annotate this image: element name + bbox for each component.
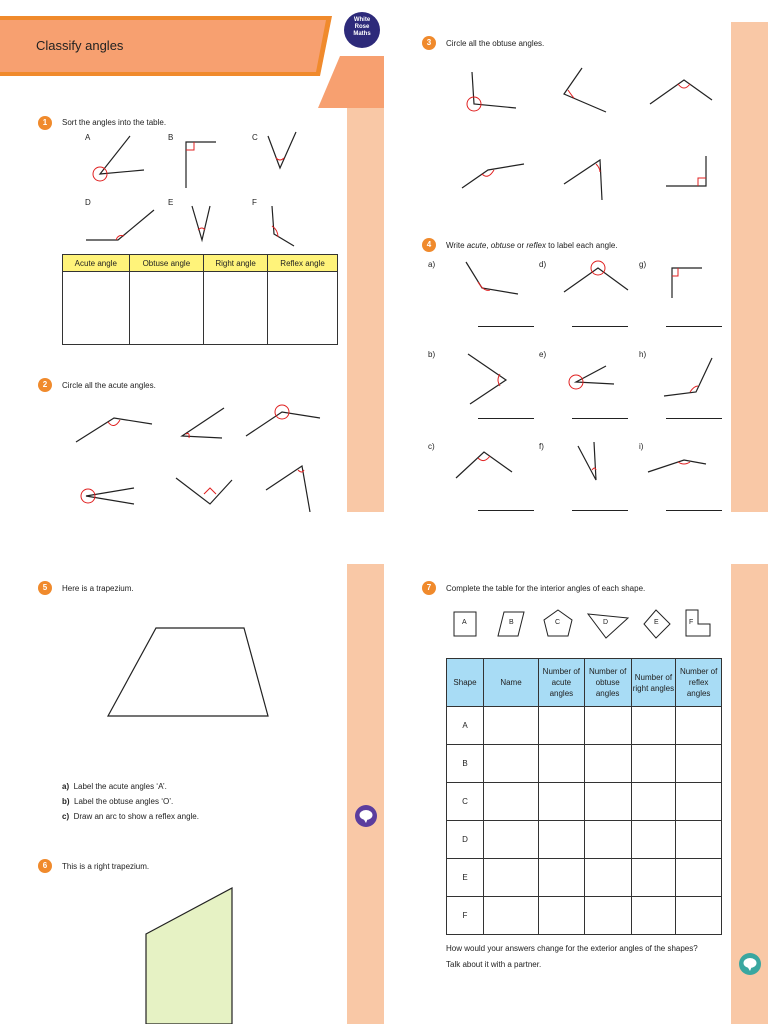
angle-label-f: F bbox=[252, 198, 257, 207]
angle-label-d: D bbox=[85, 198, 91, 207]
row-label: C bbox=[447, 783, 484, 821]
row-label: A bbox=[447, 707, 484, 745]
header-right: Right angle bbox=[204, 255, 268, 272]
answer-line-g[interactable] bbox=[666, 326, 722, 327]
answer-line-e[interactable] bbox=[572, 418, 628, 419]
row-label: F bbox=[447, 897, 484, 935]
answer-cell[interactable] bbox=[484, 821, 539, 859]
col-acute: Number of acute angles bbox=[539, 659, 585, 707]
answer-line-i[interactable] bbox=[666, 510, 722, 511]
question-number-3: 3 bbox=[422, 36, 436, 50]
answer-cell[interactable] bbox=[484, 859, 539, 897]
answer-cell[interactable] bbox=[539, 745, 585, 783]
q4-label-f: f) bbox=[539, 442, 544, 451]
table-row bbox=[447, 821, 722, 859]
answer-cell[interactable] bbox=[676, 745, 722, 783]
shape-label-d: D bbox=[603, 619, 609, 626]
table-row bbox=[447, 897, 722, 935]
answer-cell[interactable] bbox=[631, 783, 676, 821]
page-title: Classify angles bbox=[36, 38, 124, 53]
answer-line-f[interactable] bbox=[572, 510, 628, 511]
q4-text-after: to label each angle. bbox=[545, 241, 618, 250]
q4-sep-1: , bbox=[486, 241, 491, 250]
speech-bubble-icon[interactable] bbox=[354, 804, 378, 828]
table-row bbox=[447, 859, 722, 897]
answer-cell[interactable] bbox=[584, 897, 631, 935]
q5-part-b-label: b) bbox=[62, 797, 70, 806]
answer-cell[interactable] bbox=[676, 897, 722, 935]
question-number-7: 7 bbox=[422, 581, 436, 595]
question-1-text: Sort the angles into the table. bbox=[62, 118, 167, 127]
logo-word-2: Rose bbox=[354, 24, 370, 30]
answer-cell[interactable] bbox=[539, 783, 585, 821]
answer-cell[interactable] bbox=[539, 859, 585, 897]
question-2-text: Circle all the acute angles. bbox=[62, 381, 156, 390]
answer-cell[interactable] bbox=[631, 859, 676, 897]
answer-cell[interactable] bbox=[584, 859, 631, 897]
answer-cell[interactable] bbox=[631, 707, 676, 745]
q4-label-d: d) bbox=[539, 260, 547, 269]
question-number-5: 5 bbox=[38, 581, 52, 595]
answer-cell[interactable] bbox=[631, 897, 676, 935]
header-reflex: Reflex angle bbox=[268, 255, 338, 272]
answer-cell[interactable] bbox=[484, 745, 539, 783]
answer-cell[interactable] bbox=[676, 783, 722, 821]
header-acute: Acute angle bbox=[63, 255, 130, 272]
q2-angle-diagrams bbox=[0, 0, 384, 512]
angle-label-a: A bbox=[85, 133, 91, 142]
answer-cell[interactable] bbox=[539, 897, 585, 935]
answer-cell[interactable] bbox=[484, 897, 539, 935]
angle-label-b: B bbox=[168, 133, 174, 142]
answer-line-d[interactable] bbox=[572, 326, 628, 327]
answer-cell[interactable] bbox=[484, 707, 539, 745]
shape-label-b: B bbox=[509, 619, 514, 626]
answer-cell[interactable] bbox=[676, 707, 722, 745]
q4-word-acute: acute bbox=[466, 241, 487, 250]
table-row bbox=[447, 783, 722, 821]
col-name: Name bbox=[484, 659, 539, 707]
q5-part-a-text: Label the acute angles ‘A’. bbox=[73, 782, 167, 791]
header-obtuse: Obtuse angle bbox=[129, 255, 203, 272]
answer-cell[interactable] bbox=[484, 783, 539, 821]
worksheet-page-1 bbox=[0, 0, 384, 512]
question-number-2: 2 bbox=[38, 378, 52, 392]
q4-label-a: a) bbox=[428, 260, 436, 269]
q4-label-e: e) bbox=[539, 350, 547, 359]
table-row bbox=[447, 707, 722, 745]
col-shape: Shape bbox=[447, 659, 484, 707]
row-label: B bbox=[447, 745, 484, 783]
q7-footer-line-1: How would your answers change for the exterior angles of the shapes? bbox=[446, 944, 698, 953]
answer-cell[interactable] bbox=[539, 707, 585, 745]
shape-label-c: C bbox=[555, 619, 561, 626]
question-6-text: This is a right trapezium. bbox=[62, 862, 150, 871]
question-3-text: Circle all the obtuse angles. bbox=[446, 39, 545, 48]
worksheet-page-4 bbox=[384, 512, 768, 1024]
worksheet-page-3 bbox=[0, 512, 384, 1024]
q4-angle-diagrams bbox=[384, 0, 768, 512]
angle-label-c: C bbox=[252, 133, 258, 142]
q5-part-a-label: a) bbox=[62, 782, 70, 791]
angle-label-e: E bbox=[168, 198, 174, 207]
question-number-4: 4 bbox=[422, 238, 436, 252]
q4-word-reflex: reflex bbox=[526, 241, 546, 250]
q4-sep-2: or bbox=[514, 241, 527, 250]
logo-word-1: White bbox=[353, 17, 371, 23]
answer-cell[interactable] bbox=[584, 707, 631, 745]
interior-angles-table bbox=[446, 658, 722, 935]
worksheet-page-2 bbox=[384, 0, 768, 512]
question-5-text: Here is a trapezium. bbox=[62, 584, 134, 593]
answer-cell[interactable] bbox=[631, 745, 676, 783]
row-label: D bbox=[447, 821, 484, 859]
answer-line-b[interactable] bbox=[478, 418, 534, 419]
q4-label-i: i) bbox=[639, 442, 644, 451]
answer-cell[interactable] bbox=[584, 821, 631, 859]
right-trapezium-shape bbox=[0, 512, 384, 1024]
q5-part-b-text: Label the obtuse angles ‘O’. bbox=[74, 797, 174, 806]
answer-line-c[interactable] bbox=[478, 510, 534, 511]
shape-label-f: F bbox=[689, 619, 694, 626]
question-7-text: Complete the table for the interior angles of each shape. bbox=[446, 584, 646, 593]
answer-cell[interactable] bbox=[631, 821, 676, 859]
answer-cell[interactable] bbox=[676, 859, 722, 897]
answer-cell[interactable] bbox=[539, 821, 585, 859]
q7-footer-line-2: Talk about it with a partner. bbox=[446, 960, 542, 969]
answer-line-h[interactable] bbox=[666, 418, 722, 419]
shape-label-e: E bbox=[654, 619, 659, 626]
row-label: E bbox=[447, 859, 484, 897]
q4-label-g: g) bbox=[639, 260, 647, 269]
logo-word-3: Maths bbox=[353, 31, 371, 37]
answer-line-a[interactable] bbox=[478, 326, 534, 327]
table-row bbox=[447, 745, 722, 783]
col-right: Number of right angles bbox=[631, 659, 676, 707]
answer-cell[interactable] bbox=[584, 783, 631, 821]
question-number-1: 1 bbox=[38, 116, 52, 130]
q4-text-before: Write bbox=[446, 241, 467, 250]
answer-cell[interactable] bbox=[676, 821, 722, 859]
col-obtuse: Number of obtuse angles bbox=[584, 659, 631, 707]
q4-label-c: c) bbox=[428, 442, 435, 451]
shape-label-a: A bbox=[462, 619, 467, 626]
col-reflex: Number of reflex angles bbox=[676, 659, 722, 707]
q4-label-h: h) bbox=[639, 350, 647, 359]
speech-bubble-icon[interactable] bbox=[738, 952, 762, 976]
answer-cell[interactable] bbox=[584, 745, 631, 783]
q4-word-obtuse: obtuse bbox=[490, 241, 515, 250]
q4-label-b: b) bbox=[428, 350, 436, 359]
q5-part-c-text: Draw an arc to show a reflex angle. bbox=[73, 812, 199, 821]
q5-part-c-label: c) bbox=[62, 812, 70, 821]
question-number-6: 6 bbox=[38, 859, 52, 873]
